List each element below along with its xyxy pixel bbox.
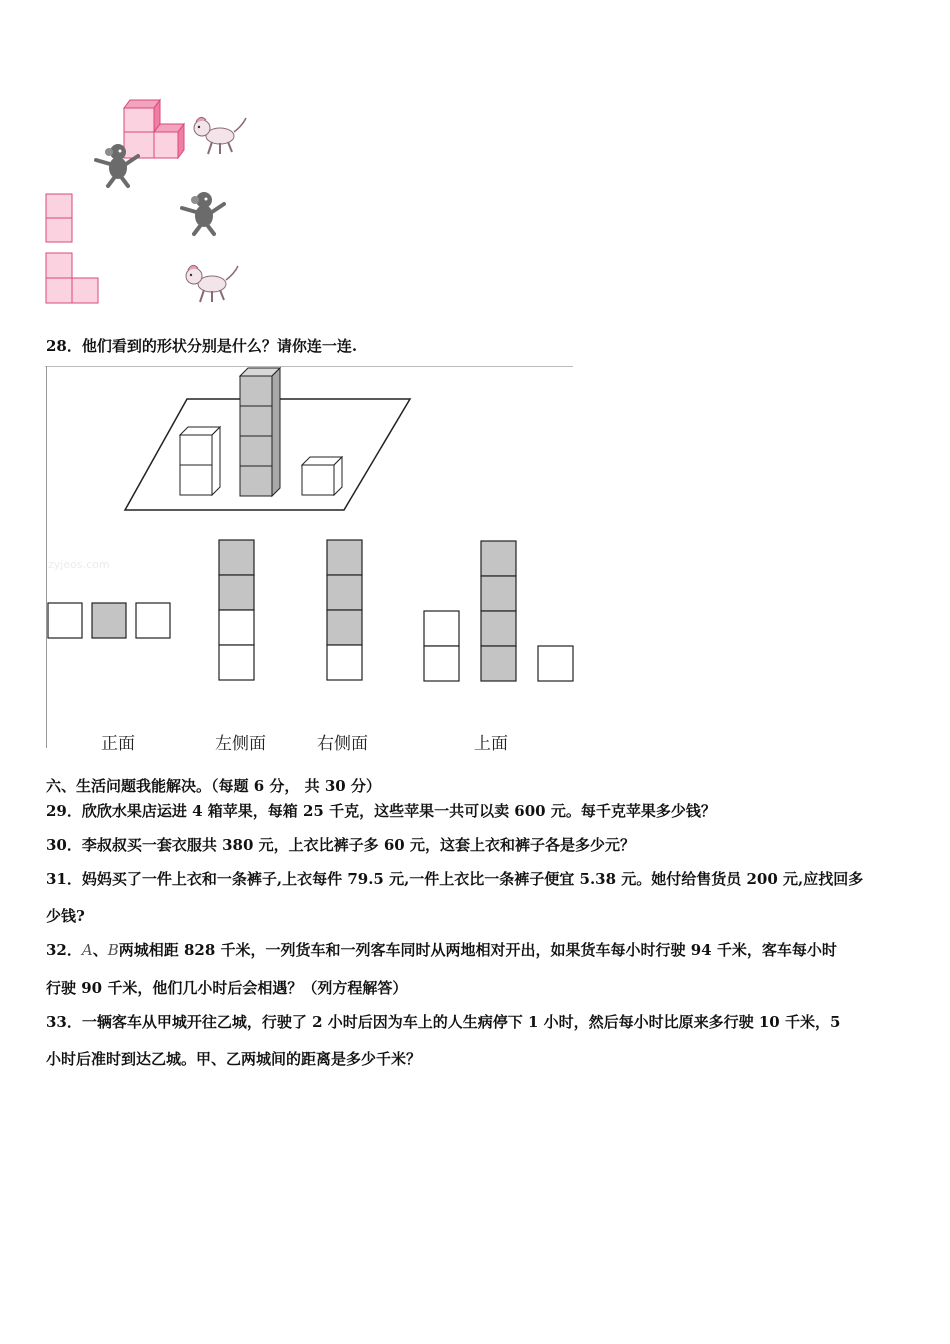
question-32-line1: 32．A、B两城相距 828 千米，一列货车和一列客车同时从两地相对开出，如果货车每小时行驶 94 千米，客车每小时 [46, 941, 837, 959]
var-b: B [107, 941, 119, 959]
label-front: 正面 [101, 734, 135, 754]
label-right-side: 右侧面 [317, 734, 368, 754]
question-31-line1: 31．妈妈买了一件上衣和一条裤子,上衣每件 79.5 元,一件上衣比一条裤子便宜 5.38 元。她付给售货员 200 元,应找回多 [46, 870, 864, 888]
question-30: 30．李叔叔买一套衣服共 380 元，上衣比裤子多 60 元，这套上衣和裤子各是多少元？ [46, 836, 635, 854]
question-28: 28．他们看到的形状分别是什么？请你连一连. [46, 337, 358, 355]
var-a: A [81, 941, 93, 959]
watermark: zyjeos.com [48, 558, 110, 571]
question-31-line2: 少钱? [46, 907, 85, 925]
view-option-c [325, 538, 365, 682]
question-33-line1: 33．一辆客车从甲城开往乙城，行驶了 2 小时后因为车上的人生病停下 1 小时，然后每小时比原来多行驶 10 千米，5 [46, 1013, 841, 1031]
section-6-heading: 六、生活问题我能解决。（每题 6 分， 共 30 分） [46, 777, 381, 795]
dog-icon [182, 262, 242, 306]
view-option-b [217, 538, 257, 682]
question-29: 29．欣欣水果店运进 4 箱苹果，每箱 25 千克，这些苹果一共可以卖 600 元。每千克苹果多少钱？ [46, 802, 716, 820]
label-left-side: 左侧面 [215, 734, 266, 754]
monkey-icon [180, 190, 230, 236]
dog-icon [190, 114, 250, 158]
view-option-d [422, 540, 582, 686]
cube-scene [122, 366, 422, 516]
monkey-icon [94, 142, 144, 188]
question-32-line2: 行驶 90 千米，他们几小时后会相遇？（列方程解答） [46, 979, 408, 997]
shape-l [45, 252, 101, 304]
label-top: 上面 [474, 734, 508, 754]
shape-two-vertical [45, 193, 75, 245]
view-option-a [46, 601, 176, 641]
question-33-line2: 小时后准时到达乙城。甲、乙两城间的距离是多少千米？ [46, 1050, 422, 1068]
